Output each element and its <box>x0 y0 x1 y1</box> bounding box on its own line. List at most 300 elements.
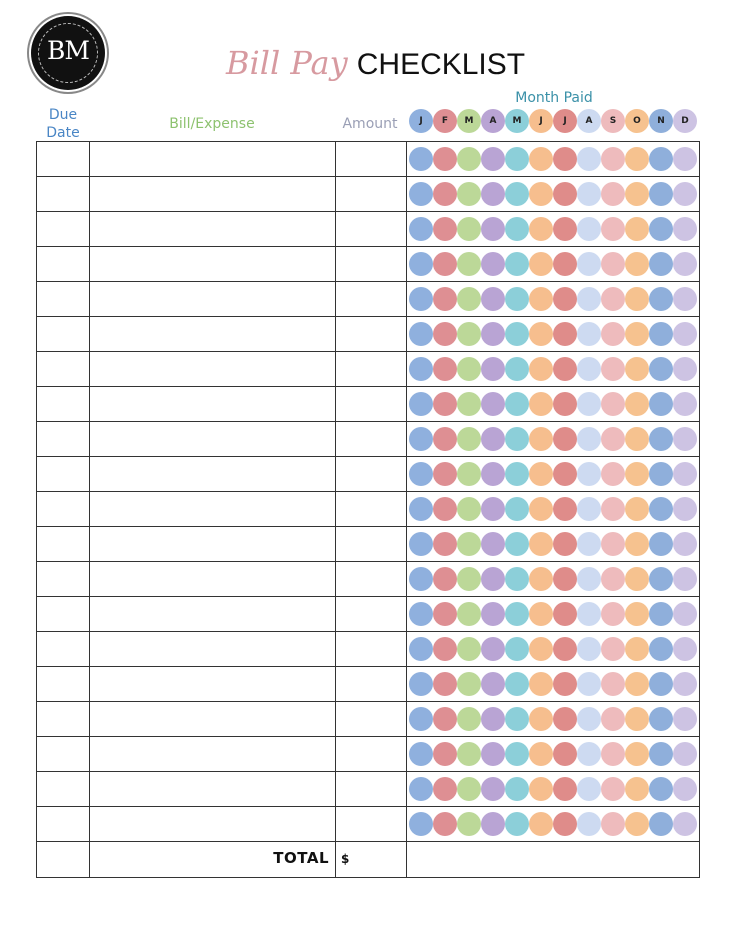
month-paid-checkbox[interactable] <box>505 637 529 661</box>
month-paid-checkbox[interactable] <box>433 497 457 521</box>
month-paid-checkbox[interactable] <box>625 252 649 276</box>
month-paid-checkbox[interactable] <box>577 182 601 206</box>
month-paid-checkbox[interactable] <box>457 707 481 731</box>
month-paid-checkbox[interactable] <box>433 287 457 311</box>
month-paid-checkbox[interactable] <box>553 252 577 276</box>
month-paid-checkbox[interactable] <box>505 812 529 836</box>
bill-expense-cell[interactable] <box>90 317 336 352</box>
total-amount-cell[interactable] <box>336 842 407 877</box>
month-paid-checkbox[interactable] <box>649 777 673 801</box>
month-paid-checkbox[interactable] <box>481 217 505 241</box>
due-date-cell[interactable] <box>37 667 90 702</box>
month-paid-checkbox[interactable] <box>529 287 553 311</box>
month-paid-checkbox[interactable] <box>649 742 673 766</box>
month-paid-checkbox[interactable] <box>457 637 481 661</box>
month-paid-checkbox[interactable] <box>577 742 601 766</box>
month-paid-checkbox[interactable] <box>649 252 673 276</box>
due-date-cell[interactable] <box>37 317 90 352</box>
month-paid-checkbox[interactable] <box>649 182 673 206</box>
month-paid-checkbox[interactable] <box>409 497 433 521</box>
month-paid-checkbox[interactable] <box>505 742 529 766</box>
month-paid-checkbox[interactable] <box>409 812 433 836</box>
month-paid-checkbox[interactable] <box>553 602 577 626</box>
month-paid-checkbox[interactable] <box>601 392 625 416</box>
month-paid-checkbox[interactable] <box>409 707 433 731</box>
month-paid-checkbox[interactable] <box>601 812 625 836</box>
due-date-cell[interactable] <box>37 702 90 737</box>
month-paid-checkbox[interactable] <box>457 497 481 521</box>
month-paid-checkbox[interactable] <box>649 672 673 696</box>
month-paid-checkbox[interactable] <box>601 602 625 626</box>
bill-expense-cell[interactable] <box>90 387 336 422</box>
due-date-cell[interactable] <box>37 282 90 317</box>
month-paid-checkbox[interactable] <box>481 427 505 451</box>
due-date-cell[interactable] <box>37 737 90 772</box>
month-paid-checkbox[interactable] <box>433 637 457 661</box>
month-paid-checkbox[interactable] <box>481 322 505 346</box>
month-paid-checkbox[interactable] <box>409 532 433 556</box>
bill-expense-cell[interactable] <box>90 282 336 317</box>
month-paid-checkbox[interactable] <box>433 427 457 451</box>
month-paid-checkbox[interactable] <box>577 392 601 416</box>
month-paid-checkbox[interactable] <box>649 322 673 346</box>
amount-cell[interactable] <box>336 527 407 562</box>
month-paid-checkbox[interactable] <box>553 497 577 521</box>
amount-cell[interactable] <box>336 422 407 457</box>
month-paid-checkbox[interactable] <box>673 777 697 801</box>
month-paid-checkbox[interactable] <box>409 392 433 416</box>
due-date-cell[interactable] <box>37 352 90 387</box>
month-paid-checkbox[interactable] <box>433 462 457 486</box>
bill-expense-cell[interactable] <box>90 422 336 457</box>
month-paid-checkbox[interactable] <box>433 532 457 556</box>
month-paid-checkbox[interactable] <box>601 182 625 206</box>
month-paid-checkbox[interactable] <box>625 602 649 626</box>
month-paid-checkbox[interactable] <box>601 777 625 801</box>
month-paid-checkbox[interactable] <box>577 672 601 696</box>
month-paid-checkbox[interactable] <box>625 357 649 381</box>
month-paid-checkbox[interactable] <box>481 462 505 486</box>
month-paid-checkbox[interactable] <box>601 672 625 696</box>
month-paid-checkbox[interactable] <box>529 427 553 451</box>
month-paid-checkbox[interactable] <box>625 462 649 486</box>
month-paid-checkbox[interactable] <box>673 462 697 486</box>
month-paid-checkbox[interactable] <box>457 532 481 556</box>
month-paid-checkbox[interactable] <box>673 707 697 731</box>
month-paid-checkbox[interactable] <box>529 672 553 696</box>
bill-expense-cell[interactable] <box>90 142 336 177</box>
month-paid-checkbox[interactable] <box>529 532 553 556</box>
month-paid-checkbox[interactable] <box>673 532 697 556</box>
month-paid-checkbox[interactable] <box>673 287 697 311</box>
month-paid-checkbox[interactable] <box>409 147 433 171</box>
month-paid-checkbox[interactable] <box>481 392 505 416</box>
month-paid-checkbox[interactable] <box>673 637 697 661</box>
month-paid-checkbox[interactable] <box>625 182 649 206</box>
month-paid-checkbox[interactable] <box>457 427 481 451</box>
month-paid-checkbox[interactable] <box>457 812 481 836</box>
month-paid-checkbox[interactable] <box>553 182 577 206</box>
bill-expense-cell[interactable] <box>90 457 336 492</box>
month-paid-checkbox[interactable] <box>649 392 673 416</box>
amount-cell[interactable] <box>336 212 407 247</box>
month-paid-checkbox[interactable] <box>625 672 649 696</box>
month-paid-checkbox[interactable] <box>601 532 625 556</box>
month-paid-checkbox[interactable] <box>505 427 529 451</box>
amount-cell[interactable] <box>336 317 407 352</box>
month-paid-checkbox[interactable] <box>649 532 673 556</box>
month-paid-checkbox[interactable] <box>529 182 553 206</box>
month-paid-checkbox[interactable] <box>505 672 529 696</box>
month-paid-checkbox[interactable] <box>529 777 553 801</box>
month-paid-checkbox[interactable] <box>553 637 577 661</box>
month-paid-checkbox[interactable] <box>553 567 577 591</box>
month-paid-checkbox[interactable] <box>625 532 649 556</box>
month-paid-checkbox[interactable] <box>529 462 553 486</box>
month-paid-checkbox[interactable] <box>577 147 601 171</box>
month-paid-checkbox[interactable] <box>433 742 457 766</box>
due-date-cell[interactable] <box>37 142 90 177</box>
month-paid-checkbox[interactable] <box>577 497 601 521</box>
month-paid-checkbox[interactable] <box>457 602 481 626</box>
month-paid-checkbox[interactable] <box>481 812 505 836</box>
month-paid-checkbox[interactable] <box>649 497 673 521</box>
month-paid-checkbox[interactable] <box>673 812 697 836</box>
month-paid-checkbox[interactable] <box>625 742 649 766</box>
bill-expense-cell[interactable] <box>90 247 336 282</box>
bill-expense-cell[interactable] <box>90 527 336 562</box>
month-paid-checkbox[interactable] <box>553 672 577 696</box>
month-paid-checkbox[interactable] <box>433 672 457 696</box>
amount-cell[interactable] <box>336 142 407 177</box>
month-paid-checkbox[interactable] <box>625 217 649 241</box>
month-paid-checkbox[interactable] <box>625 777 649 801</box>
due-date-cell[interactable] <box>37 632 90 667</box>
month-paid-checkbox[interactable] <box>601 497 625 521</box>
month-paid-checkbox[interactable] <box>673 217 697 241</box>
month-paid-checkbox[interactable] <box>601 287 625 311</box>
month-paid-checkbox[interactable] <box>481 287 505 311</box>
amount-cell[interactable] <box>336 282 407 317</box>
month-paid-checkbox[interactable] <box>553 322 577 346</box>
month-paid-checkbox[interactable] <box>505 252 529 276</box>
month-paid-checkbox[interactable] <box>577 567 601 591</box>
month-paid-checkbox[interactable] <box>433 357 457 381</box>
due-date-cell[interactable] <box>37 387 90 422</box>
month-paid-checkbox[interactable] <box>457 322 481 346</box>
month-paid-checkbox[interactable] <box>649 707 673 731</box>
bill-expense-cell[interactable] <box>90 737 336 772</box>
amount-cell[interactable] <box>336 177 407 212</box>
bill-expense-cell[interactable] <box>90 177 336 212</box>
month-paid-checkbox[interactable] <box>553 742 577 766</box>
month-paid-checkbox[interactable] <box>481 742 505 766</box>
month-paid-checkbox[interactable] <box>529 217 553 241</box>
month-paid-checkbox[interactable] <box>625 707 649 731</box>
month-paid-checkbox[interactable] <box>601 252 625 276</box>
month-paid-checkbox[interactable] <box>457 742 481 766</box>
month-paid-checkbox[interactable] <box>673 567 697 591</box>
bill-expense-cell[interactable] <box>90 772 336 807</box>
month-paid-checkbox[interactable] <box>481 672 505 696</box>
month-paid-checkbox[interactable] <box>505 567 529 591</box>
due-date-cell[interactable] <box>37 422 90 457</box>
month-paid-checkbox[interactable] <box>577 427 601 451</box>
month-paid-checkbox[interactable] <box>505 462 529 486</box>
month-paid-checkbox[interactable] <box>481 357 505 381</box>
month-paid-checkbox[interactable] <box>481 147 505 171</box>
month-paid-checkbox[interactable] <box>649 462 673 486</box>
month-paid-checkbox[interactable] <box>601 147 625 171</box>
month-paid-checkbox[interactable] <box>433 217 457 241</box>
month-paid-checkbox[interactable] <box>529 602 553 626</box>
amount-cell[interactable] <box>336 247 407 282</box>
due-date-cell[interactable] <box>37 247 90 282</box>
month-paid-checkbox[interactable] <box>505 287 529 311</box>
month-paid-checkbox[interactable] <box>673 672 697 696</box>
bill-expense-cell[interactable] <box>90 597 336 632</box>
month-paid-checkbox[interactable] <box>457 217 481 241</box>
month-paid-checkbox[interactable] <box>433 812 457 836</box>
month-paid-checkbox[interactable] <box>457 777 481 801</box>
month-paid-checkbox[interactable] <box>409 322 433 346</box>
month-paid-checkbox[interactable] <box>625 287 649 311</box>
month-paid-checkbox[interactable] <box>553 147 577 171</box>
month-paid-checkbox[interactable] <box>649 287 673 311</box>
month-paid-checkbox[interactable] <box>481 707 505 731</box>
month-paid-checkbox[interactable] <box>505 777 529 801</box>
month-paid-checkbox[interactable] <box>529 497 553 521</box>
month-paid-checkbox[interactable] <box>673 602 697 626</box>
month-paid-checkbox[interactable] <box>601 427 625 451</box>
due-date-cell[interactable] <box>37 457 90 492</box>
month-paid-checkbox[interactable] <box>601 217 625 241</box>
month-paid-checkbox[interactable] <box>553 357 577 381</box>
amount-cell[interactable] <box>336 807 407 842</box>
month-paid-checkbox[interactable] <box>601 742 625 766</box>
month-paid-checkbox[interactable] <box>505 182 529 206</box>
month-paid-checkbox[interactable] <box>673 322 697 346</box>
month-paid-checkbox[interactable] <box>481 567 505 591</box>
month-paid-checkbox[interactable] <box>409 637 433 661</box>
month-paid-checkbox[interactable] <box>601 322 625 346</box>
month-paid-checkbox[interactable] <box>409 777 433 801</box>
amount-cell[interactable] <box>336 632 407 667</box>
bill-expense-cell[interactable] <box>90 702 336 737</box>
month-paid-checkbox[interactable] <box>673 742 697 766</box>
month-paid-checkbox[interactable] <box>577 252 601 276</box>
month-paid-checkbox[interactable] <box>673 357 697 381</box>
month-paid-checkbox[interactable] <box>529 812 553 836</box>
month-paid-checkbox[interactable] <box>649 147 673 171</box>
month-paid-checkbox[interactable] <box>433 777 457 801</box>
month-paid-checkbox[interactable] <box>577 462 601 486</box>
month-paid-checkbox[interactable] <box>577 777 601 801</box>
due-date-cell[interactable] <box>37 807 90 842</box>
month-paid-checkbox[interactable] <box>601 637 625 661</box>
month-paid-checkbox[interactable] <box>457 462 481 486</box>
month-paid-checkbox[interactable] <box>433 567 457 591</box>
month-paid-checkbox[interactable] <box>529 707 553 731</box>
month-paid-checkbox[interactable] <box>505 497 529 521</box>
amount-cell[interactable] <box>336 387 407 422</box>
month-paid-checkbox[interactable] <box>409 672 433 696</box>
amount-cell[interactable] <box>336 597 407 632</box>
amount-cell[interactable] <box>336 492 407 527</box>
month-paid-checkbox[interactable] <box>649 357 673 381</box>
bill-expense-cell[interactable] <box>90 212 336 247</box>
month-paid-checkbox[interactable] <box>577 707 601 731</box>
due-date-cell[interactable] <box>37 597 90 632</box>
month-paid-checkbox[interactable] <box>457 287 481 311</box>
month-paid-checkbox[interactable] <box>529 252 553 276</box>
month-paid-checkbox[interactable] <box>577 287 601 311</box>
month-paid-checkbox[interactable] <box>553 812 577 836</box>
month-paid-checkbox[interactable] <box>457 672 481 696</box>
month-paid-checkbox[interactable] <box>481 777 505 801</box>
bill-expense-cell[interactable] <box>90 562 336 597</box>
month-paid-checkbox[interactable] <box>673 392 697 416</box>
due-date-cell[interactable] <box>37 562 90 597</box>
month-paid-checkbox[interactable] <box>457 392 481 416</box>
month-paid-checkbox[interactable] <box>505 602 529 626</box>
month-paid-checkbox[interactable] <box>481 182 505 206</box>
month-paid-checkbox[interactable] <box>577 357 601 381</box>
month-paid-checkbox[interactable] <box>553 707 577 731</box>
month-paid-checkbox[interactable] <box>433 392 457 416</box>
due-date-cell[interactable] <box>37 527 90 562</box>
month-paid-checkbox[interactable] <box>529 637 553 661</box>
amount-cell[interactable] <box>336 772 407 807</box>
bill-expense-cell[interactable] <box>90 492 336 527</box>
month-paid-checkbox[interactable] <box>481 637 505 661</box>
due-date-cell[interactable] <box>37 177 90 212</box>
month-paid-checkbox[interactable] <box>577 637 601 661</box>
month-paid-checkbox[interactable] <box>505 532 529 556</box>
month-paid-checkbox[interactable] <box>601 567 625 591</box>
month-paid-checkbox[interactable] <box>481 602 505 626</box>
month-paid-checkbox[interactable] <box>553 217 577 241</box>
month-paid-checkbox[interactable] <box>433 147 457 171</box>
month-paid-checkbox[interactable] <box>457 357 481 381</box>
month-paid-checkbox[interactable] <box>577 812 601 836</box>
month-paid-checkbox[interactable] <box>625 392 649 416</box>
month-paid-checkbox[interactable] <box>673 497 697 521</box>
month-paid-checkbox[interactable] <box>649 602 673 626</box>
month-paid-checkbox[interactable] <box>577 532 601 556</box>
month-paid-checkbox[interactable] <box>673 252 697 276</box>
month-paid-checkbox[interactable] <box>553 392 577 416</box>
month-paid-checkbox[interactable] <box>433 322 457 346</box>
month-paid-checkbox[interactable] <box>409 182 433 206</box>
month-paid-checkbox[interactable] <box>457 567 481 591</box>
month-paid-checkbox[interactable] <box>529 147 553 171</box>
due-date-cell[interactable] <box>37 212 90 247</box>
month-paid-checkbox[interactable] <box>673 427 697 451</box>
month-paid-checkbox[interactable] <box>409 252 433 276</box>
month-paid-checkbox[interactable] <box>625 567 649 591</box>
amount-cell[interactable] <box>336 562 407 597</box>
month-paid-checkbox[interactable] <box>457 252 481 276</box>
month-paid-checkbox[interactable] <box>577 217 601 241</box>
month-paid-checkbox[interactable] <box>409 427 433 451</box>
month-paid-checkbox[interactable] <box>505 357 529 381</box>
due-date-cell[interactable] <box>37 492 90 527</box>
month-paid-checkbox[interactable] <box>409 287 433 311</box>
month-paid-checkbox[interactable] <box>529 392 553 416</box>
amount-cell[interactable] <box>336 737 407 772</box>
month-paid-checkbox[interactable] <box>505 707 529 731</box>
month-paid-checkbox[interactable] <box>625 427 649 451</box>
month-paid-checkbox[interactable] <box>649 567 673 591</box>
bill-expense-cell[interactable] <box>90 352 336 387</box>
bill-expense-cell[interactable] <box>90 667 336 702</box>
month-paid-checkbox[interactable] <box>409 217 433 241</box>
month-paid-checkbox[interactable] <box>625 147 649 171</box>
month-paid-checkbox[interactable] <box>505 217 529 241</box>
month-paid-checkbox[interactable] <box>625 637 649 661</box>
month-paid-checkbox[interactable] <box>553 427 577 451</box>
month-paid-checkbox[interactable] <box>529 742 553 766</box>
month-paid-checkbox[interactable] <box>529 567 553 591</box>
month-paid-checkbox[interactable] <box>505 392 529 416</box>
month-paid-checkbox[interactable] <box>409 602 433 626</box>
month-paid-checkbox[interactable] <box>577 322 601 346</box>
amount-cell[interactable] <box>336 702 407 737</box>
month-paid-checkbox[interactable] <box>409 567 433 591</box>
month-paid-checkbox[interactable] <box>433 707 457 731</box>
month-paid-checkbox[interactable] <box>673 147 697 171</box>
month-paid-checkbox[interactable] <box>577 602 601 626</box>
month-paid-checkbox[interactable] <box>601 707 625 731</box>
month-paid-checkbox[interactable] <box>625 322 649 346</box>
amount-cell[interactable] <box>336 457 407 492</box>
month-paid-checkbox[interactable] <box>433 252 457 276</box>
month-paid-checkbox[interactable] <box>529 357 553 381</box>
month-paid-checkbox[interactable] <box>625 812 649 836</box>
month-paid-checkbox[interactable] <box>409 462 433 486</box>
amount-cell[interactable] <box>336 667 407 702</box>
month-paid-checkbox[interactable] <box>505 147 529 171</box>
month-paid-checkbox[interactable] <box>553 462 577 486</box>
month-paid-checkbox[interactable] <box>673 182 697 206</box>
month-paid-checkbox[interactable] <box>457 182 481 206</box>
month-paid-checkbox[interactable] <box>529 322 553 346</box>
month-paid-checkbox[interactable] <box>481 252 505 276</box>
due-date-cell[interactable] <box>37 842 90 877</box>
due-date-cell[interactable] <box>37 772 90 807</box>
month-paid-checkbox[interactable] <box>601 462 625 486</box>
month-paid-checkbox[interactable] <box>481 532 505 556</box>
month-paid-checkbox[interactable] <box>649 427 673 451</box>
month-paid-checkbox[interactable] <box>505 322 529 346</box>
month-paid-checkbox[interactable] <box>433 602 457 626</box>
bill-expense-cell[interactable] <box>90 807 336 842</box>
month-paid-checkbox[interactable] <box>409 742 433 766</box>
month-paid-checkbox[interactable] <box>553 532 577 556</box>
month-paid-checkbox[interactable] <box>457 147 481 171</box>
month-paid-checkbox[interactable] <box>409 357 433 381</box>
month-paid-checkbox[interactable] <box>601 357 625 381</box>
bill-expense-cell[interactable] <box>90 632 336 667</box>
month-paid-checkbox[interactable] <box>625 497 649 521</box>
amount-cell[interactable] <box>336 352 407 387</box>
month-paid-checkbox[interactable] <box>649 217 673 241</box>
month-paid-checkbox[interactable] <box>553 287 577 311</box>
month-paid-checkbox[interactable] <box>433 182 457 206</box>
month-paid-checkbox[interactable] <box>649 812 673 836</box>
month-paid-checkbox[interactable] <box>481 497 505 521</box>
